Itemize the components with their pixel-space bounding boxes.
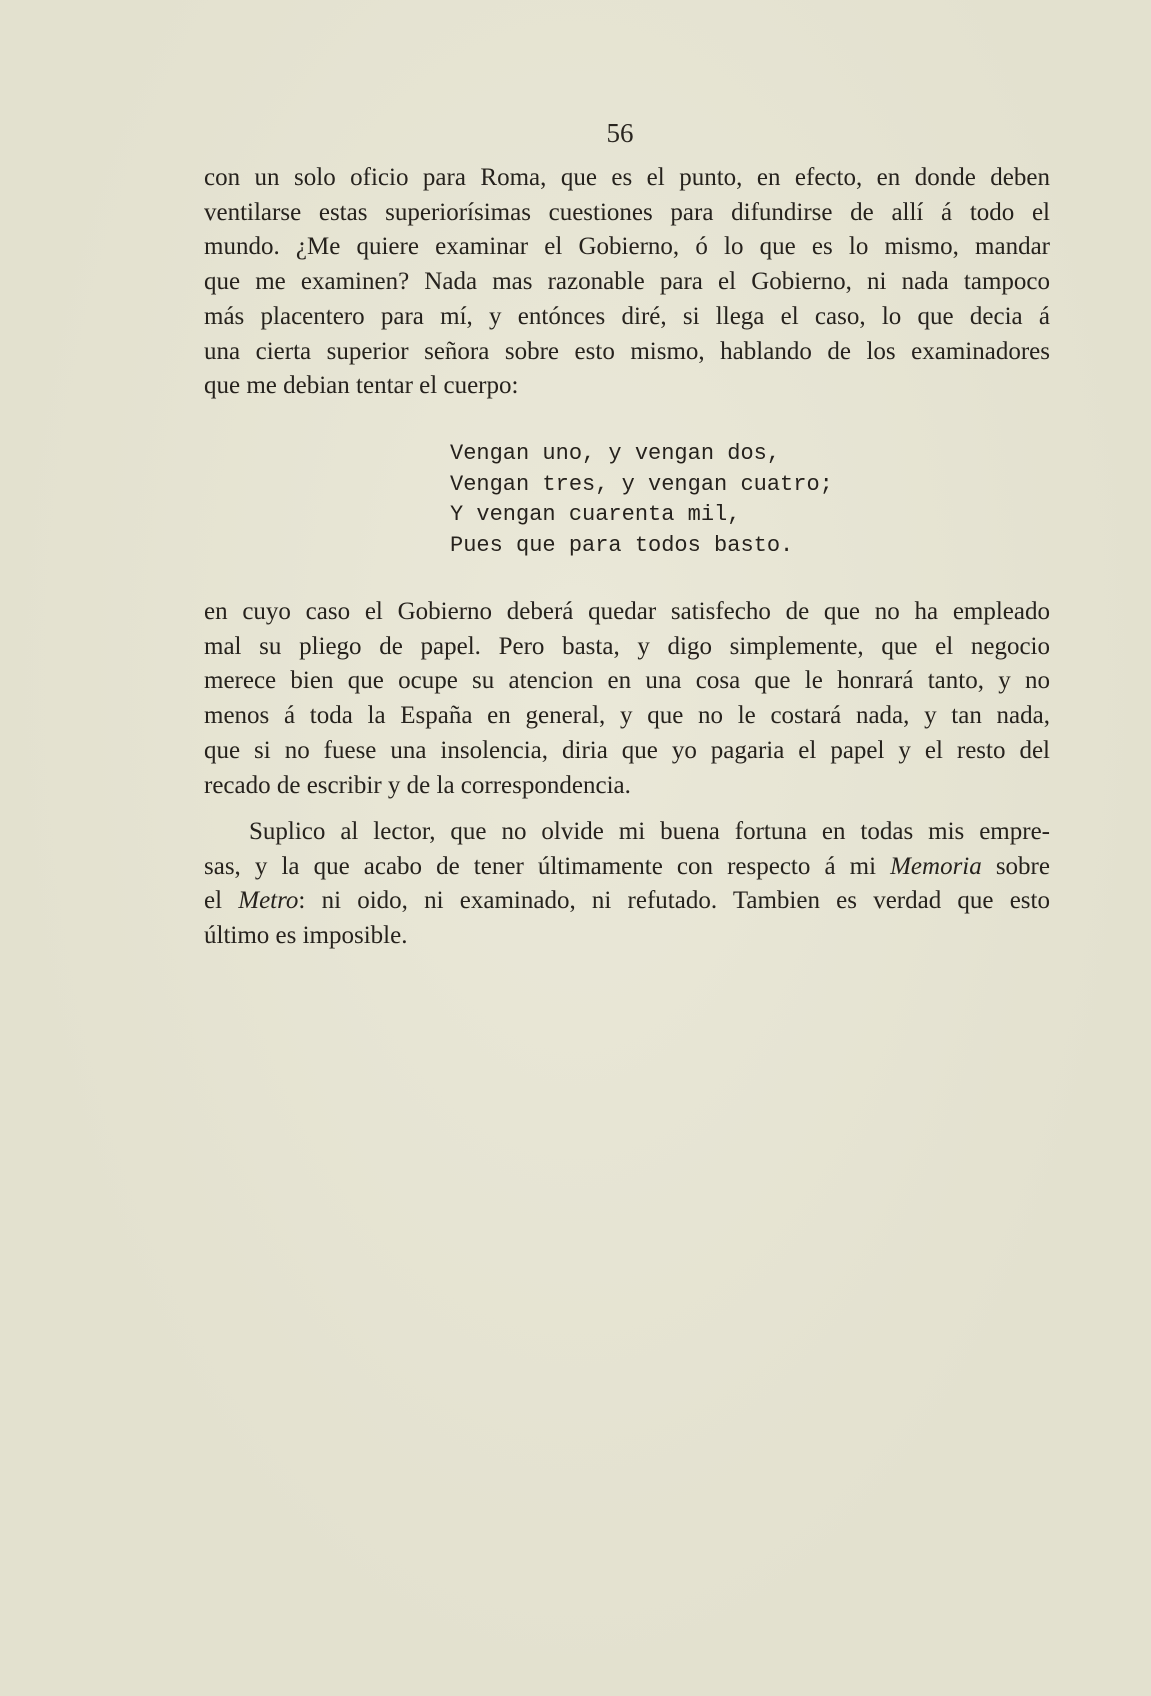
paragraph-line: que me debian tentar el cuerpo:	[204, 372, 519, 400]
paragraph-line: con un solo oficio para Roma, que es el punto, en efecto, en donde deben	[204, 164, 1050, 191]
text-run: sobre	[981, 852, 1050, 880]
paragraph-line: recado de escribir y de la correspondencia.	[204, 771, 631, 799]
italic-title-memoria: Memoria	[890, 852, 982, 880]
paragraph-line: Suplico al lector, que no olvide mi buena fortuna en todas mis empre-	[249, 818, 1050, 845]
page-number: 56	[606, 118, 634, 148]
paragraph-2	[204, 595, 1050, 803]
paragraph-line: que me examinen? Nada mas razonable para el Gobierno, ni nada tampoco	[204, 268, 1050, 296]
paragraph-line: en cuyo caso el Gobierno deberá quedar satisfecho de que no ha empleado	[204, 598, 1050, 625]
paragraph-line	[204, 884, 1050, 919]
paragraph-line: merece bien que ocupe su atencion en una cosa que le honrará tanto, y no	[204, 667, 1050, 695]
verse-block	[450, 439, 833, 561]
paragraph-line: mundo. ¿Me quiere examinar el Gobierno, ó lo que es lo mismo, mandar	[204, 233, 1050, 261]
text-run: : ni oido, ni examinado, ni refutado. Tambien es verdad que esto	[298, 887, 1050, 915]
paragraph-1	[204, 161, 1050, 404]
paragraph-line: que si no fuese una insolencia, diria que yo pagaria el papel y el resto del	[204, 736, 1050, 764]
text-run: el	[204, 887, 239, 915]
italic-title-metro: Metro	[238, 887, 299, 915]
paragraph-line: último es imposible.	[204, 922, 408, 950]
verse-line: Vengan tres, y vengan cuatro;	[450, 471, 833, 497]
paragraph-line: ventilarse estas superiorísimas cuestiones para difundirse de allí á todo el	[204, 198, 1050, 226]
text-run: sas, y la que acabo de tener últimamente con respecto á mi	[204, 852, 891, 880]
paragraph-line: más placentero para mí, y entónces diré, si llega el caso, lo que decia á	[204, 302, 1050, 330]
verse-line: Pues que para todos basto.	[450, 532, 794, 558]
verse-line: Vengan uno, y vengan dos,	[450, 441, 781, 466]
verse-line: Y vengan cuarenta mil,	[450, 502, 741, 527]
paragraph-line: mal su pliego de papel. Pero basta, y digo simplemente, que el negocio	[204, 632, 1050, 660]
paragraph-3	[204, 815, 1050, 954]
paragraph-line: una cierta superior señora sobre esto mismo, hablando de los examinadores	[204, 337, 1050, 365]
paragraph-line	[204, 850, 1050, 885]
paragraph-line: menos á toda la España en general, y que no le costará nada, y tan nada,	[204, 702, 1050, 730]
